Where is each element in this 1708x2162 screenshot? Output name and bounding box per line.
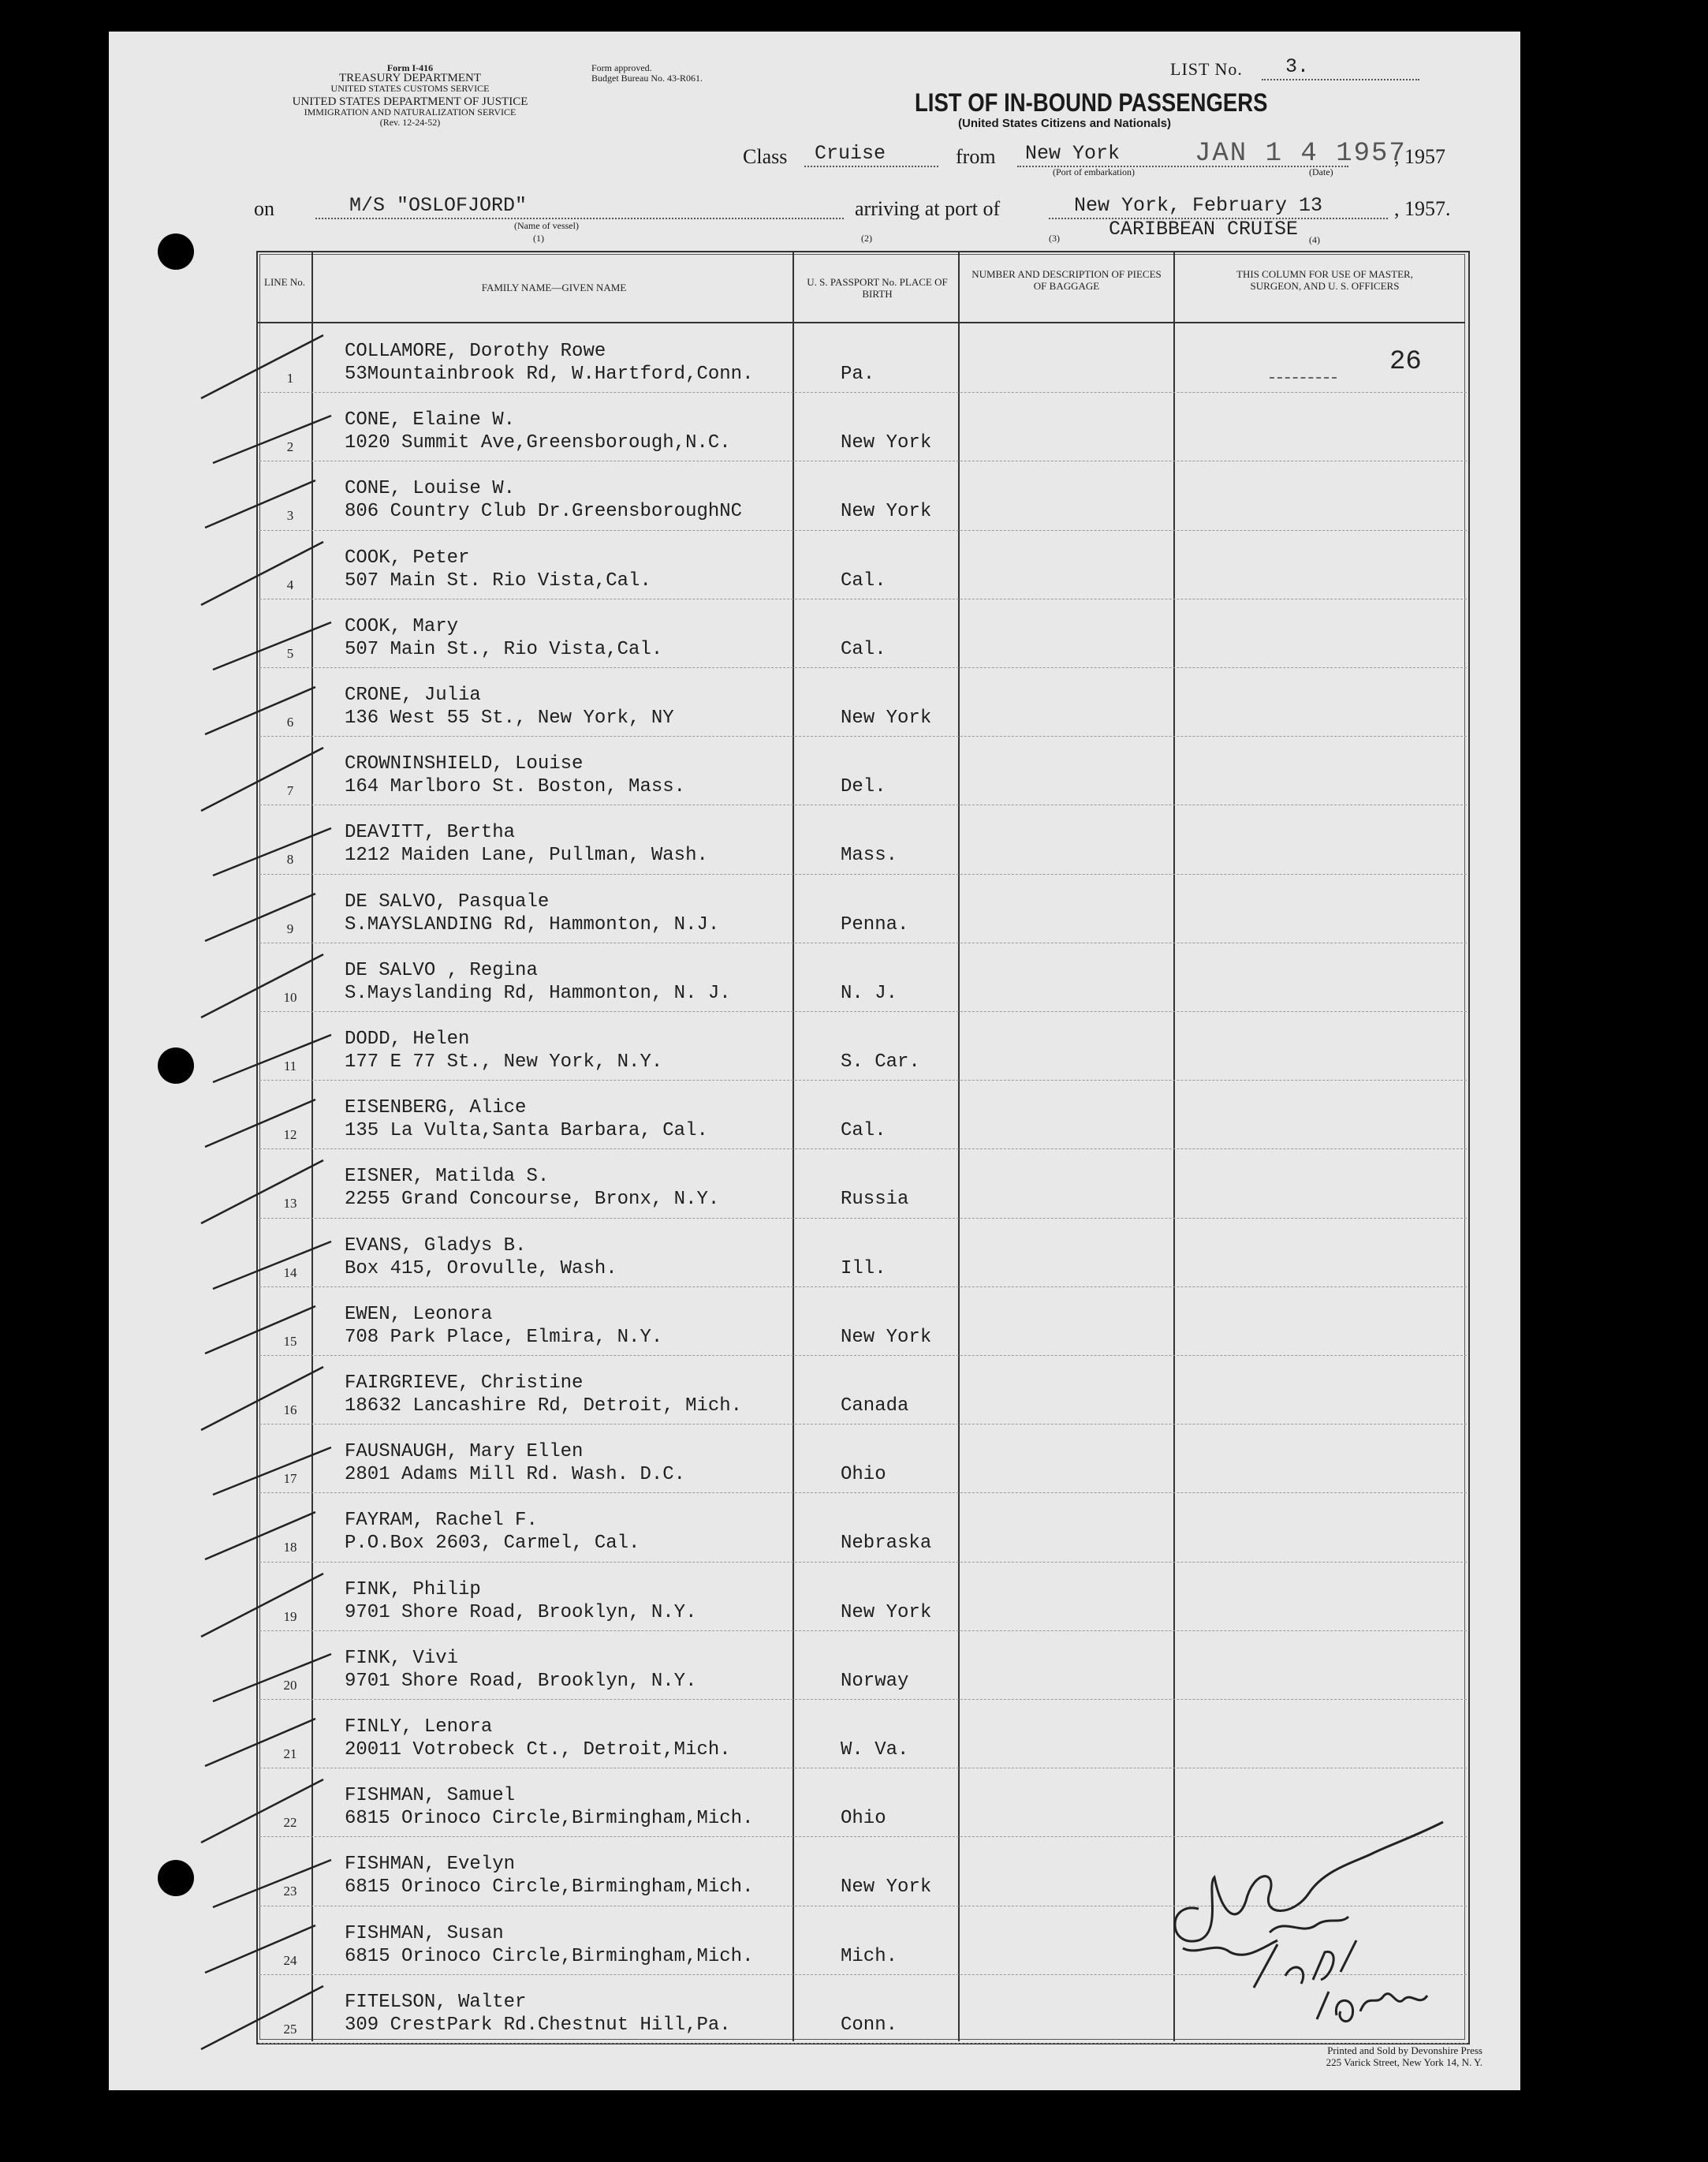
row-line-number: 7 xyxy=(286,783,294,799)
row-passenger-name: FAUSNAUGH, Mary Ellen xyxy=(345,1441,584,1463)
row-line-number: 1 xyxy=(286,371,294,386)
row-line-number: 18 xyxy=(283,1540,297,1555)
page-subtitle: (United States Citizens and Nationals) xyxy=(958,117,1172,130)
row-passenger-name: CRONE, Julia xyxy=(345,685,481,706)
row-passenger-address: 18632 Lancashire Rd, Detroit, Mich. xyxy=(345,1395,743,1417)
row-separator xyxy=(259,1011,1467,1012)
row-line-number: 12 xyxy=(283,1127,297,1143)
list-label: LIST No. xyxy=(1170,59,1243,79)
row-line-number: 24 xyxy=(283,1952,297,1968)
row-separator xyxy=(259,530,1467,531)
row-separator xyxy=(259,667,1467,668)
row-place-of-birth: Penna. xyxy=(841,913,909,935)
col-divider-name xyxy=(792,251,794,2041)
ins-label: IMMIGRATION AND NATURALIZATION SERVICE xyxy=(304,106,517,118)
row-passenger-name: COLLAMORE, Dorothy Rowe xyxy=(345,341,606,362)
row-passenger-address: S.MAYSLANDING Rd, Hammonton, N.J. xyxy=(345,913,720,935)
row-separator xyxy=(259,1080,1467,1081)
list-number: 3. xyxy=(1285,55,1310,78)
year-one: , 1957 xyxy=(1394,145,1445,168)
col-header-officers: THIS COLUMN FOR USE OF MASTER, SURGEON, AND U. S. OFFICERS xyxy=(1236,268,1413,292)
row-passenger-address: 9701 Shore Road, Brooklyn, N.Y. xyxy=(345,1601,697,1623)
row-place-of-birth: Cal. xyxy=(841,569,886,592)
row-place-of-birth: S. Car. xyxy=(841,1051,920,1073)
row-line-number: 23 xyxy=(283,1884,297,1899)
row-separator xyxy=(259,1148,1467,1149)
row-place-of-birth: Mich. xyxy=(841,1945,898,1967)
header-rule xyxy=(258,322,1465,323)
row-passenger-address: 507 Main St., Rio Vista,Cal. xyxy=(345,638,663,660)
row-passenger-name: COOK, Mary xyxy=(345,615,459,637)
row-passenger-name: DE SALVO, Pasquale xyxy=(345,891,550,913)
row-place-of-birth: Ohio xyxy=(841,1464,886,1486)
row-passenger-address: 6815 Orinoco Circle,Birmingham,Mich. xyxy=(345,1945,754,1967)
arrival-port: New York, February 13 xyxy=(1074,194,1323,217)
treasury-label: TREASURY DEPARTMENT xyxy=(338,72,482,84)
row-place-of-birth: Cal. xyxy=(841,638,886,660)
printer-note xyxy=(1167,2044,1482,2068)
col-number-2: (2) xyxy=(861,233,872,244)
row-passenger-address: 6815 Orinoco Circle,Birmingham,Mich. xyxy=(345,1808,754,1830)
row-separator xyxy=(259,1355,1467,1356)
row-passenger-name: CROWNINSHIELD, Louise xyxy=(345,753,584,775)
row-passenger-address: P.O.Box 2603, Carmel, Cal. xyxy=(345,1533,640,1555)
row-passenger-name: FISHMAN, Evelyn xyxy=(345,1854,516,1876)
row-passenger-address: 53Mountainbrook Rd, W.Hartford,Conn. xyxy=(345,364,754,385)
row-line-number: 22 xyxy=(283,1815,297,1831)
row-line-number: 11 xyxy=(283,1059,297,1074)
row-separator xyxy=(259,2043,1467,2044)
col-header-line: LINE No. xyxy=(264,276,305,288)
row-place-of-birth: Pa. xyxy=(841,364,875,385)
rev-label: (Rev. 12-24-52) xyxy=(379,117,441,128)
list-number-line xyxy=(1262,79,1419,80)
row-line-number: 20 xyxy=(283,1677,297,1693)
arriving-label: arriving at port of xyxy=(855,197,1001,220)
row-place-of-birth: Del. xyxy=(841,776,886,798)
row-passenger-name: FAIRGRIEVE, Christine xyxy=(345,1372,584,1394)
row-line-number: 10 xyxy=(283,989,297,1005)
col-number-4: (4) xyxy=(1309,234,1320,245)
printer-line-2: 225 Varick Street, New York 14, N. Y. xyxy=(1326,2056,1482,2068)
officer-dash xyxy=(1270,377,1337,379)
approval-block xyxy=(591,63,703,84)
class-label: Class xyxy=(743,145,788,168)
row-passenger-name: CONE, Louise W. xyxy=(345,478,516,500)
row-separator xyxy=(259,874,1467,875)
row-passenger-name: DODD, Helen xyxy=(345,1029,470,1050)
row-passenger-address: 309 CrestPark Rd.Chestnut Hill,Pa. xyxy=(345,2014,731,2036)
row-passenger-address: 164 Marlboro St. Boston, Mass. xyxy=(345,776,686,798)
row-line-number: 6 xyxy=(286,715,294,730)
row-passenger-address: 1212 Maiden Lane, Pullman, Wash. xyxy=(345,845,708,867)
row-line-number: 17 xyxy=(283,1471,297,1487)
row-passenger-address: 135 La Vulta,Santa Barbara, Cal. xyxy=(345,1120,708,1142)
col-header-baggage: NUMBER AND DESCRIPTION OF PIECES OF BAGGAGE xyxy=(971,268,1162,292)
row-place-of-birth: New York xyxy=(841,1601,932,1623)
row-line-number: 2 xyxy=(286,439,294,455)
row-passenger-address: 136 West 55 St., New York, NY xyxy=(345,708,674,729)
row-place-of-birth: Norway xyxy=(841,1670,909,1692)
class-line xyxy=(804,166,938,167)
cruise-label: CARIBBEAN CRUISE xyxy=(1109,218,1299,241)
row-passenger-name: COOK, Peter xyxy=(345,547,470,569)
row-passenger-name: EVANS, Gladys B. xyxy=(345,1234,527,1256)
row-line-number: 21 xyxy=(283,1746,297,1761)
vessel-name: M/S "OSLOFJORD" xyxy=(349,194,528,217)
row-passenger-address: 2255 Grand Concourse, Bronx, N.Y. xyxy=(345,1189,720,1211)
row-passenger-name: FINLY, Lenora xyxy=(345,1716,493,1738)
row-place-of-birth: Russia xyxy=(841,1189,909,1211)
col-divider-passport xyxy=(958,251,960,2041)
customs-label: UNITED STATES CUSTOMS SERVICE xyxy=(330,83,490,94)
row-line-number: 4 xyxy=(286,577,294,592)
row-place-of-birth: N. J. xyxy=(841,982,898,1004)
row-passenger-name: FAYRAM, Rachel F. xyxy=(345,1510,538,1532)
row-passenger-address: 177 E 77 St., New York, N.Y. xyxy=(345,1051,663,1073)
row-separator xyxy=(259,1286,1467,1287)
on-label: on xyxy=(254,197,274,220)
row-place-of-birth: W. Va. xyxy=(841,1739,909,1761)
col-number-1: (1) xyxy=(533,233,544,244)
row-line-number: 3 xyxy=(286,508,294,524)
row-line-number: 16 xyxy=(283,1402,297,1417)
row-separator xyxy=(259,392,1467,393)
row-passenger-address: Box 415, Orovulle, Wash. xyxy=(345,1257,617,1279)
year-two: , 1957. xyxy=(1394,197,1451,220)
punch-hole-top xyxy=(158,233,194,270)
row-passenger-name: FISHMAN, Samuel xyxy=(345,1785,516,1807)
row-separator xyxy=(259,736,1467,737)
col-number-3: (3) xyxy=(1049,233,1060,244)
row-separator xyxy=(259,1562,1467,1563)
col-header-passport: U. S. PASSPORT No. PLACE OF BIRTH xyxy=(807,276,948,300)
row-line-number: 8 xyxy=(286,852,294,868)
row-passenger-name: FISHMAN, Susan xyxy=(345,1922,504,1944)
row-passenger-address: 6815 Orinoco Circle,Birmingham,Mich. xyxy=(345,1876,754,1899)
row-passenger-address: 9701 Shore Road, Brooklyn, N.Y. xyxy=(345,1670,697,1692)
row-separator xyxy=(259,1492,1467,1493)
row-separator xyxy=(259,1699,1467,1700)
row-passenger-address: 2801 Adams Mill Rd. Wash. D.C. xyxy=(345,1464,686,1486)
vessel-line xyxy=(315,218,844,219)
row-passenger-address: 507 Main St. Rio Vista,Cal. xyxy=(345,569,651,592)
row-line-number: 19 xyxy=(283,1608,297,1624)
row-line-number: 14 xyxy=(283,1264,297,1280)
date-caption: (Date) xyxy=(1309,166,1333,177)
row-passenger-address: 708 Park Place, Elmira, N.Y. xyxy=(345,1326,663,1348)
row-passenger-address: S.Mayslanding Rd, Hammonton, N. J. xyxy=(345,982,731,1004)
row-place-of-birth: Mass. xyxy=(841,845,898,867)
approved-label: Form approved. xyxy=(591,62,652,73)
row-passenger-name: DEAVITT, Bertha xyxy=(345,822,516,844)
row-passenger-name: CONE, Elaine W. xyxy=(345,409,516,431)
row-line-number: 15 xyxy=(283,1333,297,1349)
row-place-of-birth: Conn. xyxy=(841,2014,898,2036)
justice-label: UNITED STATES DEPARTMENT OF JUSTICE xyxy=(292,95,528,108)
col-header-name: FAMILY NAME—GIVEN NAME xyxy=(481,282,627,293)
row-place-of-birth: Canada xyxy=(841,1395,909,1417)
row-passenger-name: FINK, Vivi xyxy=(345,1647,459,1669)
row-passenger-address: 806 Country Club Dr.GreensboroughNC xyxy=(345,501,743,523)
row-place-of-birth: Cal. xyxy=(841,1120,886,1142)
col-divider-baggage xyxy=(1173,251,1175,2041)
row-passenger-name: EWEN, Leonora xyxy=(345,1303,493,1325)
row-place-of-birth: New York xyxy=(841,432,932,454)
row-passenger-name: EISNER, Matilda S. xyxy=(345,1166,550,1188)
row-place-of-birth: Nebraska xyxy=(841,1533,932,1555)
row-passenger-name: FINK, Philip xyxy=(345,1578,481,1600)
row-separator xyxy=(259,1424,1467,1425)
from-label: from xyxy=(956,145,996,168)
officer-mark: 26 xyxy=(1389,347,1422,377)
port-caption: (Port of embarkation) xyxy=(1053,166,1135,177)
row-separator xyxy=(259,1218,1467,1219)
row-place-of-birth: New York xyxy=(841,708,932,729)
handwritten-signature xyxy=(1151,1783,1482,2035)
row-passenger-address: 1020 Summit Ave,Greensborough,N.C. xyxy=(345,432,731,454)
form-number: Form I-416 xyxy=(386,62,434,73)
row-line-number: 13 xyxy=(283,1196,297,1212)
row-line-number: 25 xyxy=(283,2021,297,2037)
row-line-number: 5 xyxy=(286,645,294,661)
form-header-block xyxy=(252,63,568,128)
row-line-number: 9 xyxy=(286,920,294,936)
punch-hole-middle xyxy=(158,1047,194,1084)
row-place-of-birth: Ill. xyxy=(841,1257,886,1279)
budget-label: Budget Bureau No. 43-R061. xyxy=(591,73,703,84)
row-place-of-birth: New York xyxy=(841,1326,932,1348)
from-value: New York xyxy=(1025,142,1121,165)
row-separator xyxy=(259,1630,1467,1631)
page-title: LIST OF IN-BOUND PASSENGERS xyxy=(915,88,1268,117)
date-stamp: JAN 1 4 1957 xyxy=(1195,139,1407,169)
row-place-of-birth: New York xyxy=(841,1876,932,1899)
row-passenger-name: EISENBERG, Alice xyxy=(345,1097,527,1119)
row-passenger-name: FITELSON, Walter xyxy=(345,1991,527,2013)
row-place-of-birth: New York xyxy=(841,501,932,523)
checkmark-stroke xyxy=(197,1970,355,2057)
vessel-caption: (Name of vessel) xyxy=(514,220,579,231)
row-place-of-birth: Ohio xyxy=(841,1808,886,1830)
row-passenger-address: 20011 Votrobeck Ct., Detroit,Mich. xyxy=(345,1739,731,1761)
punch-hole-bottom xyxy=(158,1860,194,1896)
class-value: Cruise xyxy=(815,142,886,165)
row-passenger-name: DE SALVO , Regina xyxy=(345,959,538,981)
printer-line-1: Printed and Sold by Devonshire Press xyxy=(1327,2044,1482,2056)
